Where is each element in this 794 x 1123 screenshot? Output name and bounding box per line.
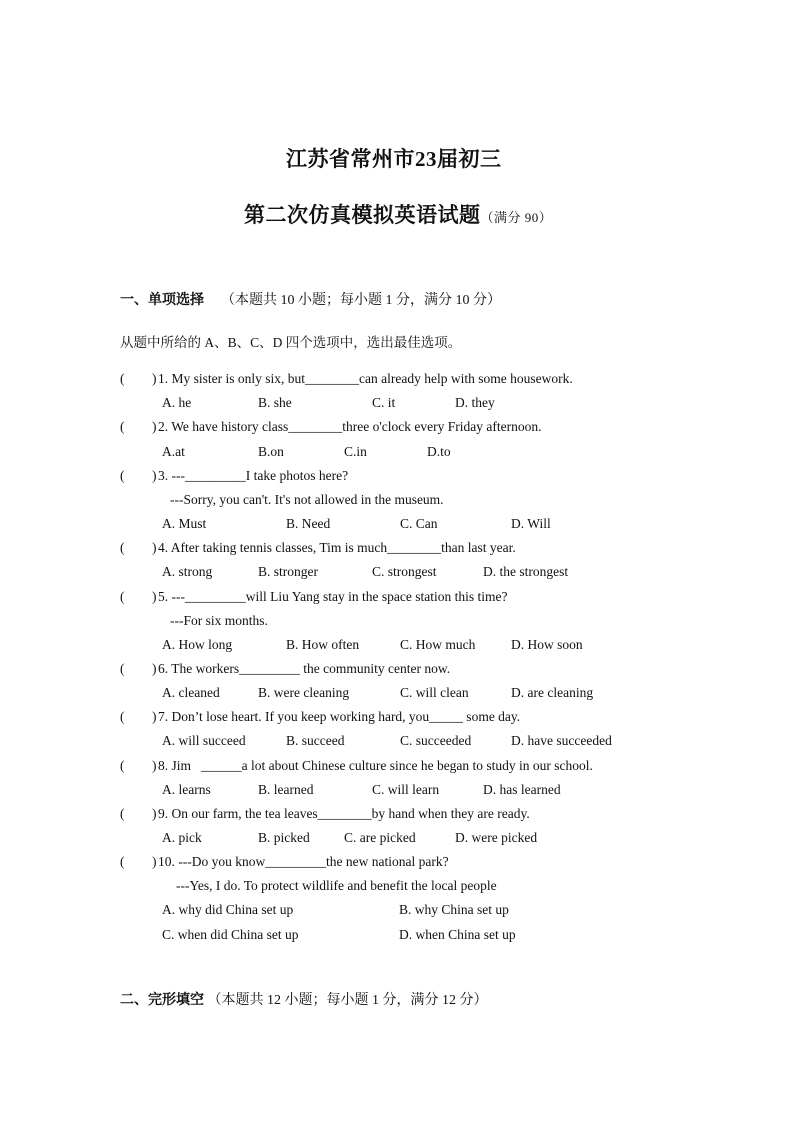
title-main: 第二次仿真模拟英语试题 xyxy=(244,203,481,227)
option-b: B. Need xyxy=(286,516,331,531)
answer-bracket-left: ( xyxy=(120,758,125,773)
question-6-stem: 6. The workers_________ the community center now. xyxy=(158,661,451,676)
question-2-stem: 2. We have history class________three o'clock every Friday afternoon. xyxy=(158,419,542,434)
question-3-stem: 3. ---_________I take photos here? xyxy=(158,468,349,483)
option-d: D. has learned xyxy=(483,782,561,797)
option-b: B. learned xyxy=(258,782,314,797)
answer-bracket-right: ) xyxy=(152,419,157,434)
question-4-stem: 4. After taking tennis classes, Tim is much________than last year. xyxy=(158,540,516,555)
option-c: C. are picked xyxy=(344,830,416,845)
section-1-label: 一、单项选择 xyxy=(120,293,204,308)
answer-bracket-right: ) xyxy=(152,758,157,773)
option-d: D.to xyxy=(427,444,451,459)
option-c: C. when did China set up xyxy=(162,927,299,942)
section-1-heading xyxy=(120,289,501,309)
option-b: B. picked xyxy=(258,830,310,845)
option-b: B. were cleaning xyxy=(258,685,350,700)
option-c: C.in xyxy=(344,444,367,459)
question-5-answer-line: ---For six months. xyxy=(170,613,268,628)
option-d: D. Will xyxy=(511,516,551,531)
question-7-stem: 7. Don’t lose heart. If you keep working hard, you_____ some day. xyxy=(158,709,521,724)
option-c: C. it xyxy=(372,395,396,410)
question-10-answer-line: ---Yes, I do. To protect wildlife and benefit the local people xyxy=(176,878,497,893)
option-d: D. they xyxy=(455,395,495,410)
option-b: B. she xyxy=(258,395,292,410)
answer-bracket-left: ( xyxy=(120,709,125,724)
answer-bracket-right: ) xyxy=(152,709,157,724)
section-2-label: 二、完形填空 xyxy=(120,993,204,1008)
answer-bracket-right: ) xyxy=(152,854,157,869)
answer-bracket-right: ) xyxy=(152,661,157,676)
option-b: B. why China set up xyxy=(399,902,509,917)
option-a: A. he xyxy=(162,395,192,410)
option-a: A. pick xyxy=(162,830,202,845)
option-c: C. succeeded xyxy=(400,733,472,748)
option-d: D. the strongest xyxy=(483,564,569,579)
answer-bracket-left: ( xyxy=(120,468,125,483)
title-line-1: 江苏省常州市23届初三 xyxy=(286,147,502,171)
option-a: A. will succeed xyxy=(162,733,246,748)
option-c: C. will clean xyxy=(400,685,469,700)
answer-bracket-left: ( xyxy=(120,589,125,604)
answer-bracket-left: ( xyxy=(120,806,125,821)
option-a: A. Must xyxy=(162,516,207,531)
option-b: B. succeed xyxy=(286,733,345,748)
answer-bracket-left: ( xyxy=(120,661,125,676)
section-1-instruction: 从题中所给的 A、B、C、D 四个选项中，选出最佳选项。 xyxy=(120,335,462,350)
question-3-answer-line: ---Sorry, you can't. It's not allowed in the museum. xyxy=(170,492,444,507)
section-1-note: （本题共 10 小题；每小题 1 分，满分 10 分） xyxy=(221,293,501,308)
answer-bracket-left: ( xyxy=(120,854,125,869)
option-d: D. when China set up xyxy=(399,927,516,942)
option-d: D. How soon xyxy=(511,637,583,652)
section-2-note: （本题共 12 小题；每小题 1 分，满分 12 分） xyxy=(207,993,488,1008)
option-c: C. will learn xyxy=(372,782,440,797)
question-1-stem: 1. My sister is only six, but________can already help with some housework. xyxy=(158,371,573,386)
option-d: D. are cleaning xyxy=(511,685,594,700)
answer-bracket-left: ( xyxy=(120,419,125,434)
option-a: A. learns xyxy=(162,782,211,797)
option-c: C. strongest xyxy=(372,564,437,579)
question-9-stem: 9. On our farm, the tea leaves________by hand when they are ready. xyxy=(158,806,530,821)
option-c: C. Can xyxy=(400,516,438,531)
option-b: B. How often xyxy=(286,637,360,652)
option-a: A. How long xyxy=(162,637,233,652)
answer-bracket-right: ) xyxy=(152,806,157,821)
answer-bracket-right: ) xyxy=(152,371,157,386)
question-8-stem: 8. Jim ______a lot about Chinese culture since he began to study in our school. xyxy=(158,758,593,773)
option-d: D. have succeeded xyxy=(511,733,612,748)
option-a: A.at xyxy=(162,444,185,459)
option-d: D. were picked xyxy=(455,830,538,845)
answer-bracket-left: ( xyxy=(120,540,125,555)
answer-bracket-left: ( xyxy=(120,371,125,386)
answer-bracket-right: ) xyxy=(152,589,157,604)
option-a: A. cleaned xyxy=(162,685,220,700)
answer-bracket-right: ) xyxy=(152,468,157,483)
title-line-2 xyxy=(244,199,552,229)
answer-bracket-right: ) xyxy=(152,540,157,555)
option-b: B.on xyxy=(258,444,284,459)
option-a: A. why did China set up xyxy=(162,902,294,917)
option-b: B. stronger xyxy=(258,564,318,579)
question-5-stem: 5. ---_________will Liu Yang stay in the space station this time? xyxy=(158,589,508,604)
question-10-stem: 10. ---Do you know_________the new national park? xyxy=(158,854,449,869)
option-c: C. How much xyxy=(400,637,476,652)
option-a: A. strong xyxy=(162,564,213,579)
score-note: （满分 90） xyxy=(480,210,553,225)
section-2-heading xyxy=(120,989,488,1009)
